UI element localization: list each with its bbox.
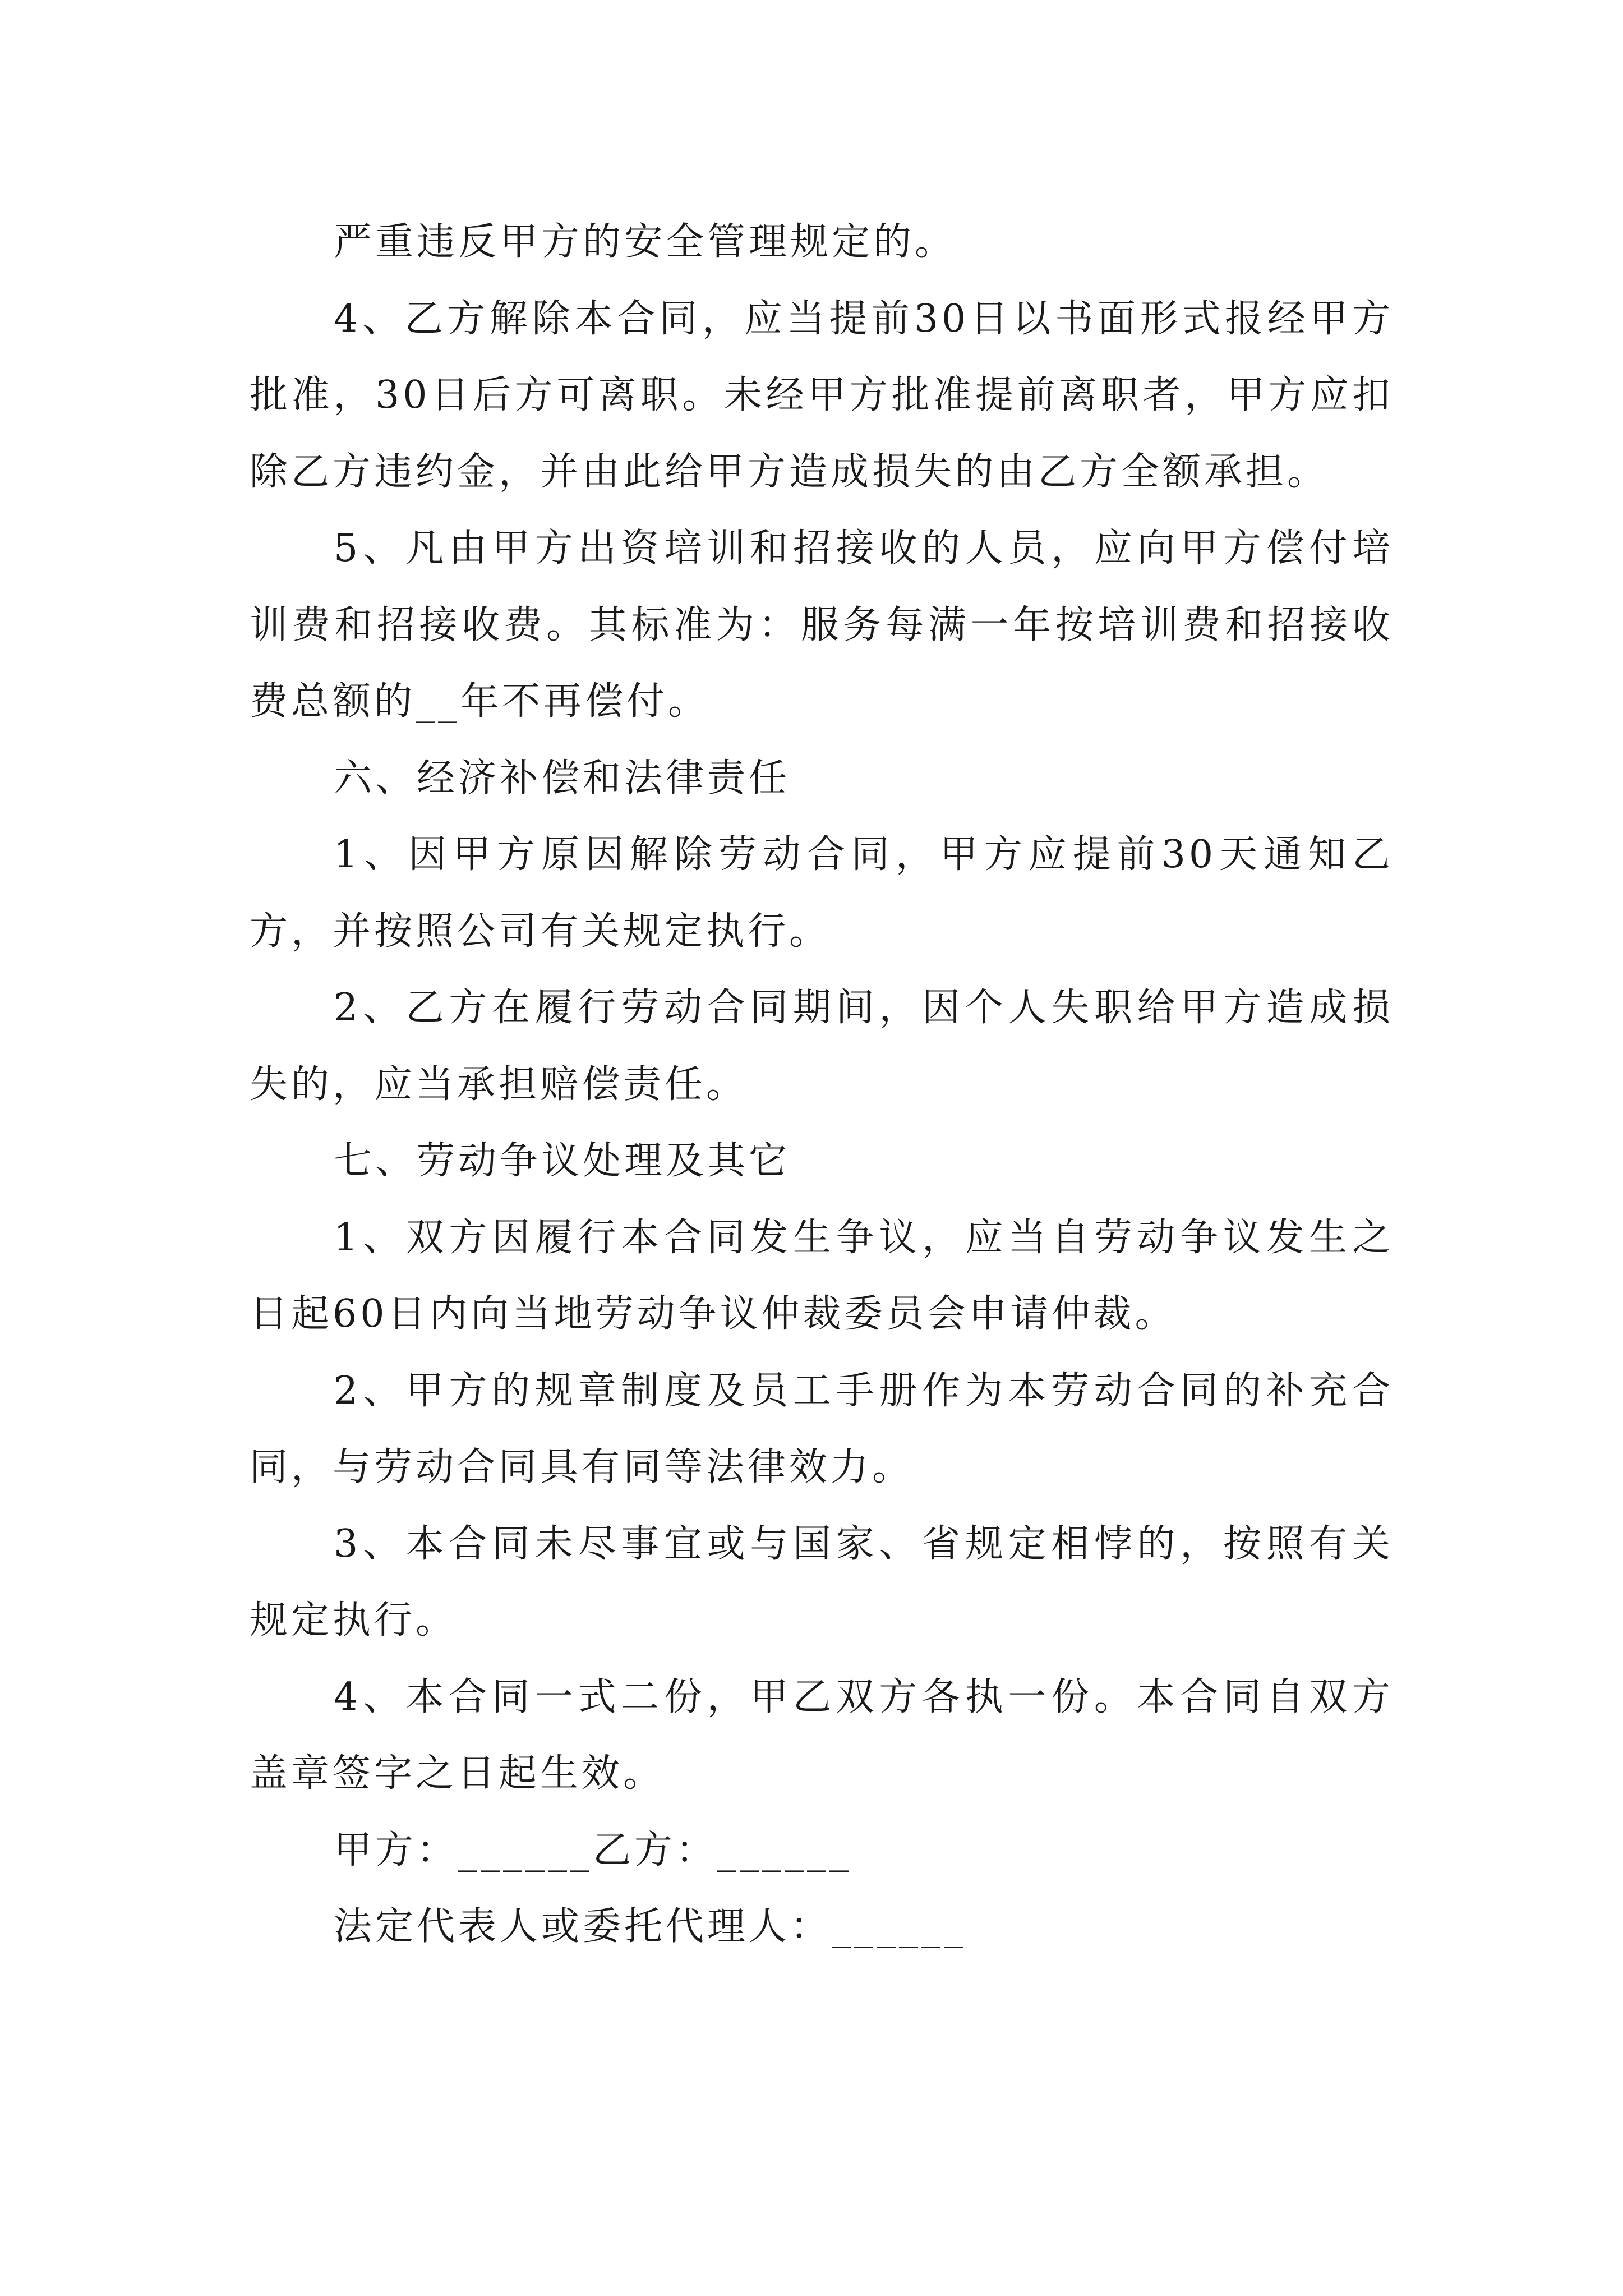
section-heading-7: 七、劳动争议处理及其它	[334, 1139, 791, 1183]
paragraph-section-6-clause-2: 2、乙方在履行劳动合同期间，因个人失职给甲方造成损失的，应当承担赔偿责任。	[250, 986, 1394, 1107]
paragraph-section-7-clause-2: 2、甲方的规章制度及员工手册作为本劳动合同的补充合同，与劳动合同具有同等法律效力。	[250, 1368, 1394, 1489]
document-body	[250, 204, 1394, 1966]
signature-line-representative: 法定代表人或委托代理人：______	[334, 1904, 967, 1949]
section-heading-6: 六、经济补偿和法律责任	[334, 756, 791, 800]
paragraph-section-6-clause-1: 1、因甲方原因解除劳动合同，甲方应提前30天通知乙方，并按照公司有关规定执行。	[250, 832, 1394, 954]
paragraph-section-7-clause-3: 3、本合同未尽事宜或与国家、省规定相悖的，按照有关规定执行。	[250, 1521, 1394, 1642]
paragraph-section-7-clause-1: 1、双方因履行本合同发生争议，应当自劳动争议发生之日起60日内向当地劳动争议仲裁委员会申请仲裁。	[250, 1215, 1394, 1336]
paragraph-safety-violation: 严重违反甲方的安全管理规定的。	[334, 220, 957, 264]
signature-line-parties: 甲方：______乙方：______	[334, 1828, 852, 1872]
paragraph-clause-5-training-fee: 5、凡由甲方出资培训和招接收的人员，应向甲方偿付培训费和招接收费。其标准为：服务每满一年按培训费和招接收费总额的__年不再偿付。	[250, 526, 1394, 724]
paragraph-clause-4-resignation: 4、乙方解除本合同，应当提前30日以书面形式报经甲方批准，30日后方可离职。未经甲方批准提前离职者，甲方应扣除乙方违约金，并由此给甲方造成损失的由乙方全额承担。	[250, 296, 1394, 494]
paragraph-section-7-clause-4: 4、本合同一式二份，甲乙双方各执一份。本合同自双方盖章签字之日起生效。	[250, 1674, 1394, 1796]
